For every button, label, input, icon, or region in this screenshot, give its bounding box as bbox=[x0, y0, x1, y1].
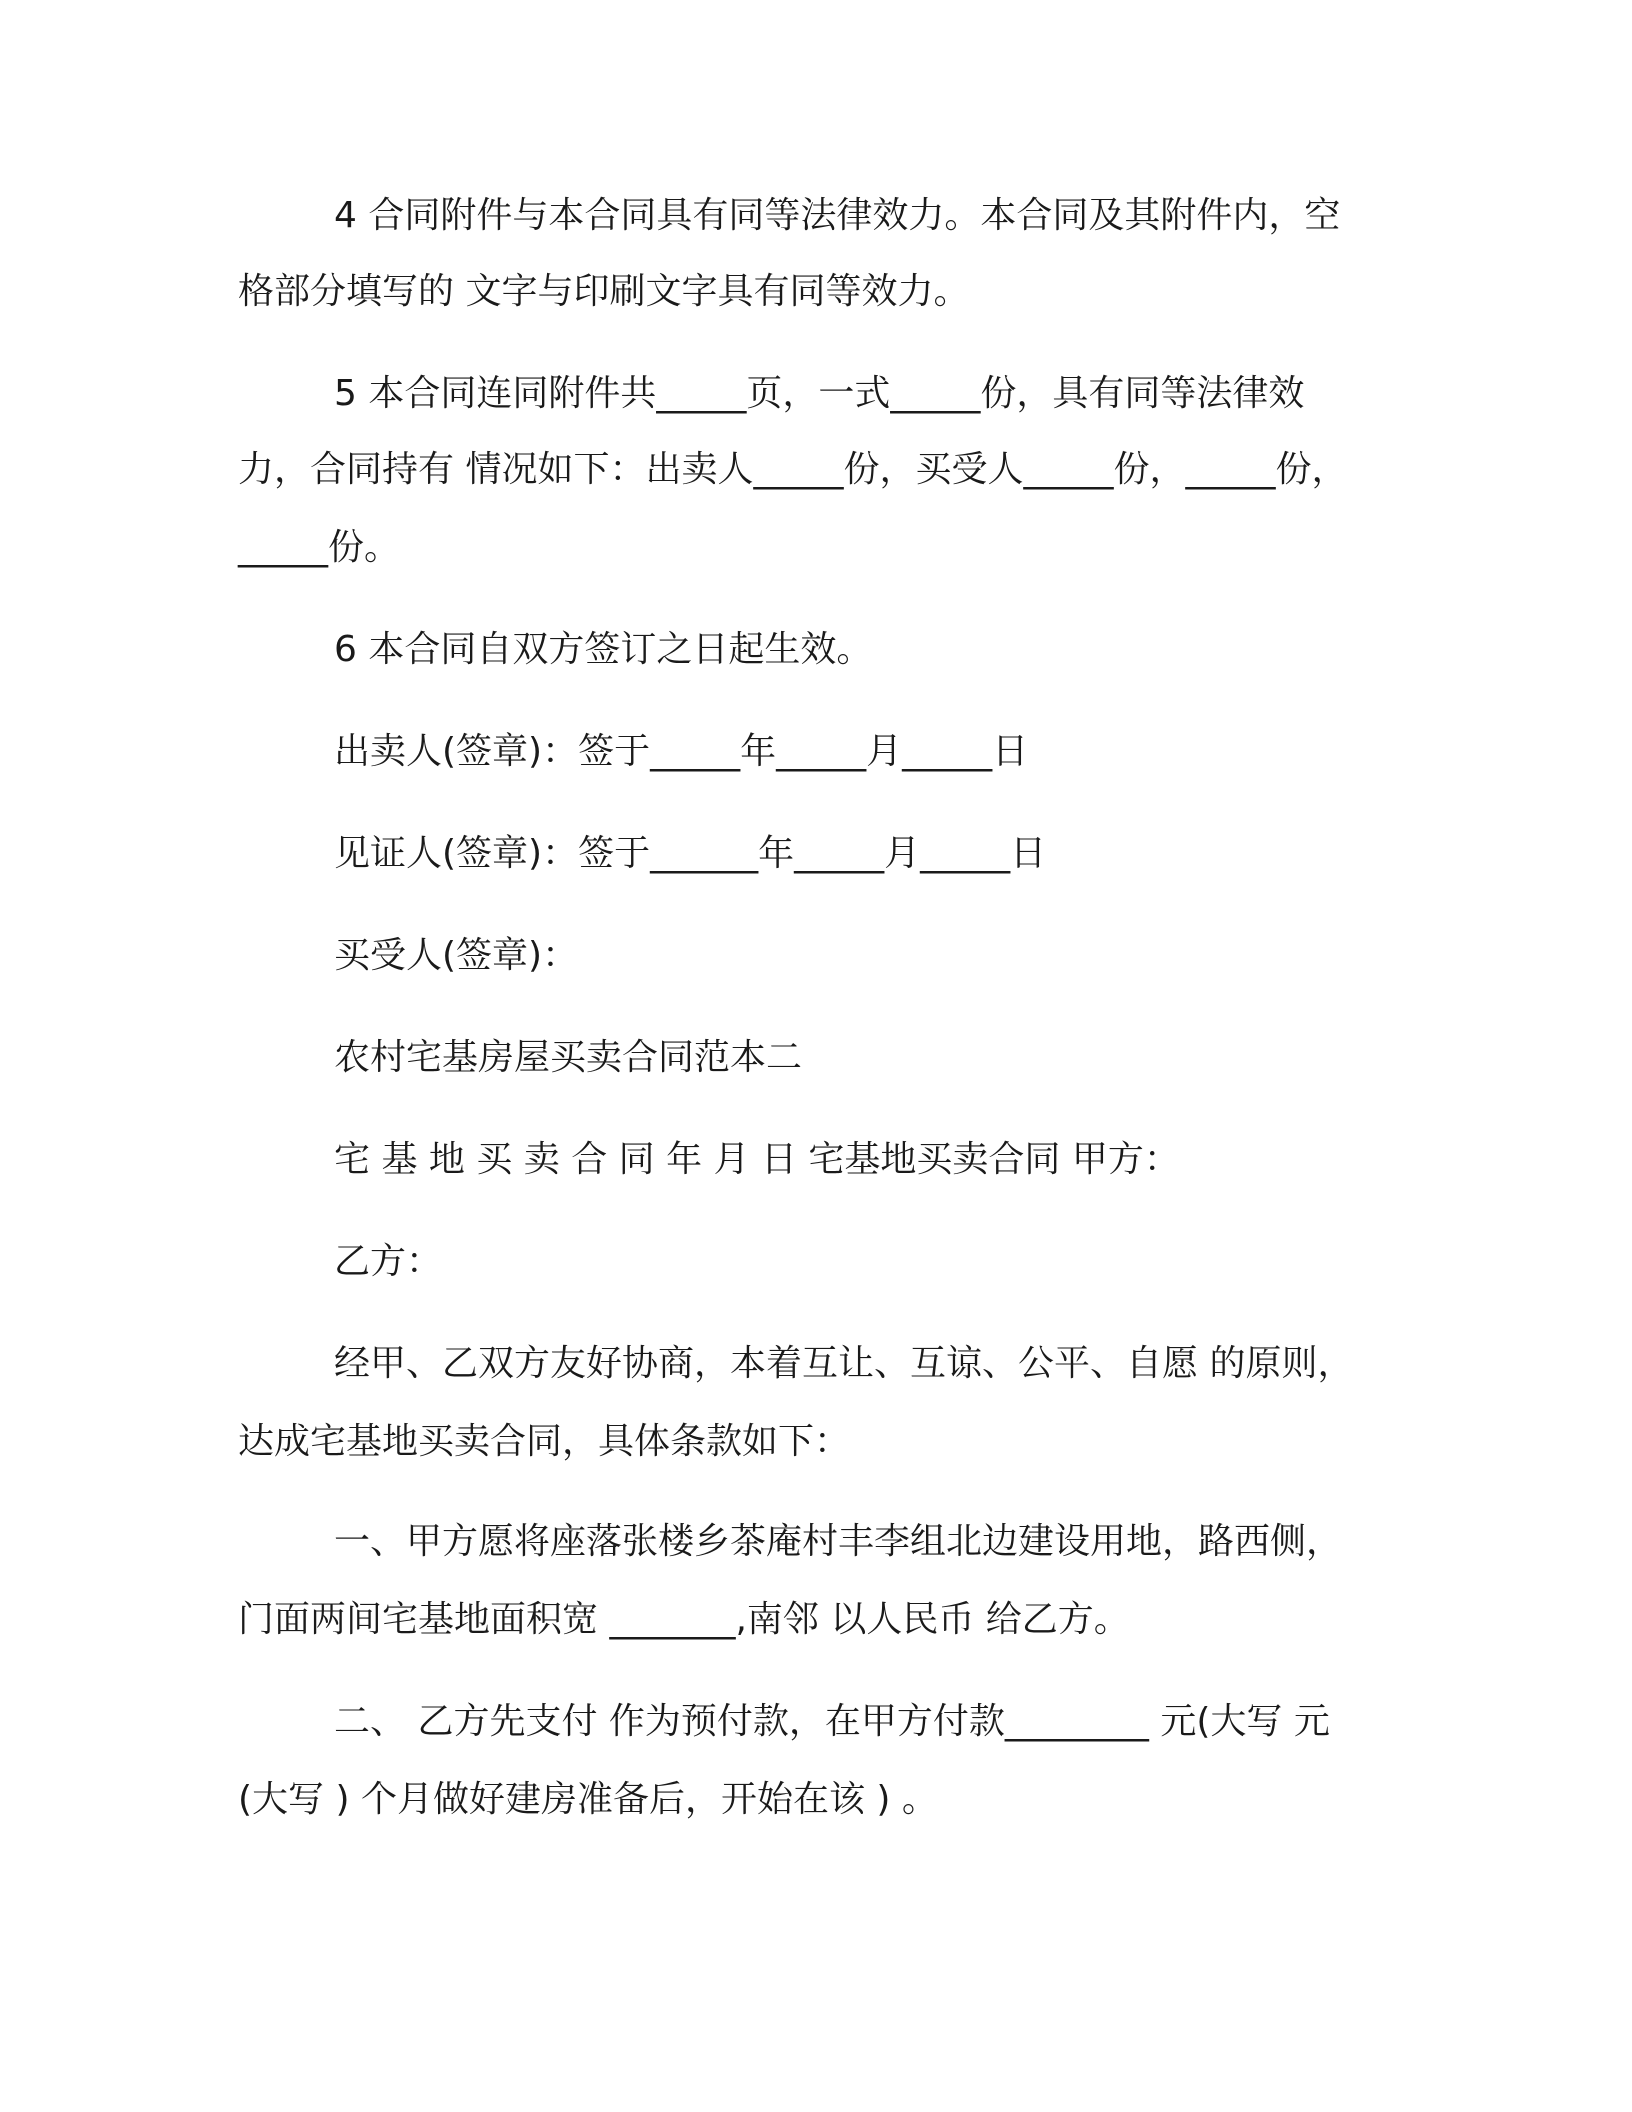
paragraph-6: 6 本合同自双方签订之日起生效。 bbox=[334, 629, 873, 670]
clause-2-line-1: 二、 乙方先支付 作为预付款，在甲方付款________ 元(大写 元 bbox=[334, 1701, 1330, 1742]
buyer-signature-line: 买受人(签章)： bbox=[334, 935, 579, 976]
paragraph-4-line-1: 4 合同附件与本合同具有同等法律效力。本合同及其附件内，空 bbox=[334, 195, 1341, 236]
paragraph-5-line-2: 力，合同持有 情况如下：出卖人_____份，买受人_____份，_____份， bbox=[238, 449, 1348, 490]
paragraph-5-line-3: _____份。 bbox=[238, 527, 401, 568]
party-b-label: 乙方： bbox=[334, 1241, 443, 1282]
clause-1-line-1: 一、甲方愿将座落张楼乡茶庵村丰李组北边建设用地，路西侧， bbox=[334, 1521, 1343, 1562]
witness-signature-line: 见证人(签章)：签于______年_____月_____日 bbox=[334, 833, 1047, 874]
contract-heading: 宅 基 地 买 卖 合 同 年 月 日 宅基地买卖合同 甲方： bbox=[334, 1139, 1180, 1180]
clause-1-line-2: 门面两间宅基地面积宽 _______,南邻 以人民币 给乙方。 bbox=[238, 1599, 1130, 1640]
paragraph-5-line-1: 5 本合同连同附件共_____页，一式_____份，具有同等法律效 bbox=[334, 373, 1305, 414]
paragraph-4-line-2: 格部分填写的 文字与印刷文字具有同等效力。 bbox=[238, 271, 970, 312]
preamble-line-1: 经甲、乙双方友好协商，本着互让、互谅、公平、自愿 的原则， bbox=[334, 1343, 1354, 1384]
clause-2-line-2: (大写 ) 个月做好建房准备后，开始在该 ) 。 bbox=[238, 1779, 938, 1820]
template-title: 农村宅基房屋买卖合同范本二 bbox=[334, 1037, 803, 1078]
seller-signature-line: 出卖人(签章)：签于_____年_____月_____日 bbox=[334, 731, 1029, 772]
preamble-line-2: 达成宅基地买卖合同，具体条款如下： bbox=[238, 1421, 851, 1462]
